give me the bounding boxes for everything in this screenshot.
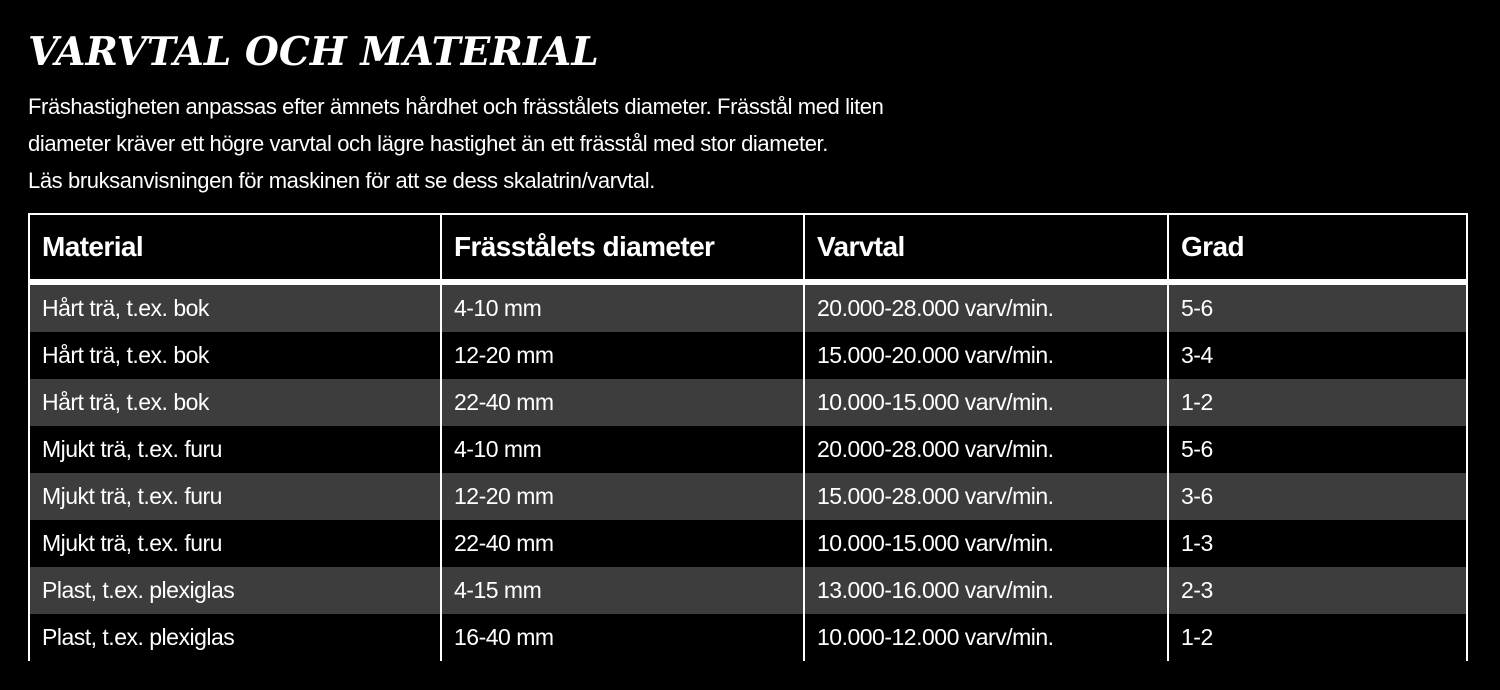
cell-diameter: 4-10 mm — [441, 426, 804, 473]
intro-line: Fräshastigheten anpassas efter ämnets hårdhet och frässtålets diameter. Frässtål med liten — [28, 94, 884, 119]
cell-grade: 3-6 — [1168, 473, 1466, 520]
cell-speed: 20.000-28.000 varv/min. — [804, 426, 1168, 473]
table-row — [30, 332, 1466, 379]
cell-diameter: 22-40 mm — [441, 520, 804, 567]
cell-speed: 13.000-16.000 varv/min. — [804, 567, 1168, 614]
cell-grade: 1-3 — [1168, 520, 1466, 567]
cell-speed: 15.000-20.000 varv/min. — [804, 332, 1168, 379]
column-header-grade: Grad — [1168, 215, 1466, 282]
column-header-diameter: Frässtålets diameter — [441, 215, 804, 282]
cell-diameter: 4-10 mm — [441, 282, 804, 332]
table-row — [30, 282, 1466, 332]
cell-material: Mjukt trä, t.ex. furu — [30, 520, 441, 567]
column-header-material: Material — [30, 215, 441, 282]
cell-grade: 2-3 — [1168, 567, 1466, 614]
table-header-row — [30, 215, 1466, 282]
cell-grade: 3-4 — [1168, 332, 1466, 379]
cell-material: Hårt trä, t.ex. bok — [30, 332, 441, 379]
cell-grade: 1-2 — [1168, 379, 1466, 426]
table-row — [30, 473, 1466, 520]
cell-diameter: 12-20 mm — [441, 332, 804, 379]
cell-grade: 1-2 — [1168, 614, 1466, 661]
cell-diameter: 22-40 mm — [441, 379, 804, 426]
cell-diameter: 12-20 mm — [441, 473, 804, 520]
column-header-speed: Varvtal — [804, 215, 1168, 282]
cell-grade: 5-6 — [1168, 282, 1466, 332]
cell-material: Mjukt trä, t.ex. furu — [30, 473, 441, 520]
table-row — [30, 567, 1466, 614]
speed-material-table — [28, 213, 1468, 661]
cell-speed: 10.000-12.000 varv/min. — [804, 614, 1168, 661]
cell-material: Mjukt trä, t.ex. furu — [30, 426, 441, 473]
cell-grade: 5-6 — [1168, 426, 1466, 473]
table-row — [30, 614, 1466, 661]
cell-material: Hårt trä, t.ex. bok — [30, 379, 441, 426]
cell-speed: 10.000-15.000 varv/min. — [804, 520, 1168, 567]
cell-material: Plast, t.ex. plexiglas — [30, 567, 441, 614]
intro-paragraph — [28, 88, 1128, 199]
cell-material: Plast, t.ex. plexiglas — [30, 614, 441, 661]
cell-speed: 10.000-15.000 varv/min. — [804, 379, 1168, 426]
intro-line: Läs bruksanvisningen för maskinen för att se dess skalatrin/varvtal. — [28, 168, 655, 193]
cell-diameter: 16-40 mm — [441, 614, 804, 661]
intro-line: diameter kräver ett högre varvtal och lägre hastighet än ett frässtål med stor diameter. — [28, 131, 828, 156]
cell-speed: 15.000-28.000 varv/min. — [804, 473, 1168, 520]
cell-speed: 20.000-28.000 varv/min. — [804, 282, 1168, 332]
cell-material: Hårt trä, t.ex. bok — [30, 282, 441, 332]
table-row — [30, 379, 1466, 426]
table-row — [30, 426, 1466, 473]
data-table — [30, 215, 1466, 661]
cell-diameter: 4-15 mm — [441, 567, 804, 614]
table-row — [30, 520, 1466, 567]
page-title: VARVTAL OCH MATERIAL — [28, 29, 599, 75]
